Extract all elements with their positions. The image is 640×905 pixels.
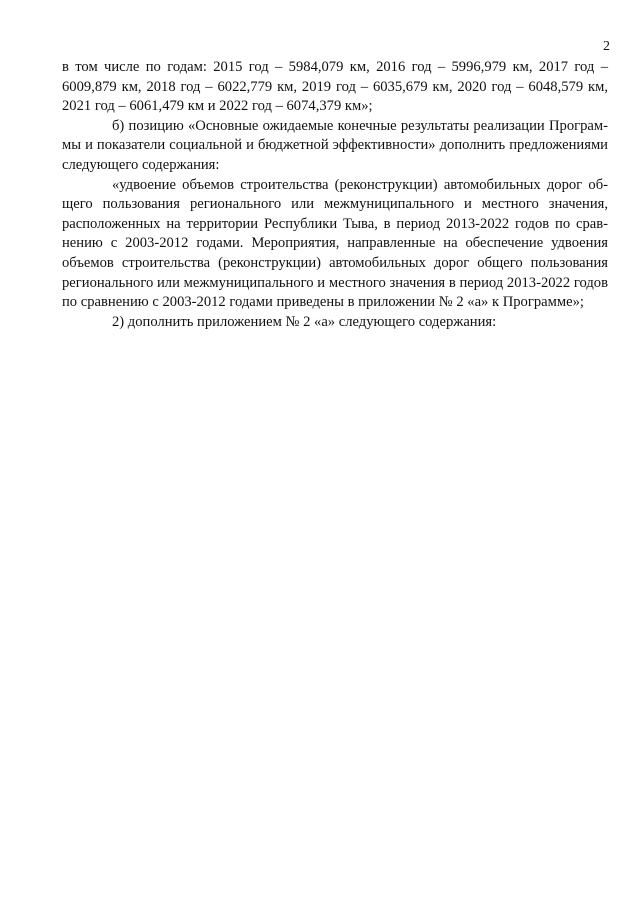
paragraph-yearly-lengths: в том числе по годам: 2015 год – 5984,079 км, 2016 год – 5996,979 км, 2017 год – 6009,879 км, 2018 год – 6022,779 км, 2019 год – 6035,679 км, 2020 год – 6048,579 км, 2021 год – 6061,479 км и 2022 год – 6074,379 км»;: [62, 59, 608, 115]
page-number: 2: [603, 39, 610, 54]
document-body: [62, 58, 608, 332]
paragraph-item-b: б) позицию «Основные ожидаемые конечные результаты реализации Программы и показатели социальной и бюджетной эффективности» дополнить предложениями следующего содержания:: [62, 117, 608, 173]
paragraph-item-2: 2) дополнить приложением № 2 «а» следующего содержания:: [112, 313, 497, 330]
paragraph-road-doubling: «удвоение объемов строительства (реконструкции) автомобильных дорог общего пользования регионального или межмуниципального и местного значения, расположенных на территории Республики Тыва, в период 2013-2022 годов по сравнению с 2003-2012 годами. Мероприятия, направленные на обеспечение удвоения объемов строительства (реконструкции) автомобильных дорог общего пользования регионального или межмуниципального и местного значения в период 2013-2022 годов по сравнению с 2003-2012 годами приведены в приложении № 2 «а» к Программе»;: [62, 176, 608, 311]
